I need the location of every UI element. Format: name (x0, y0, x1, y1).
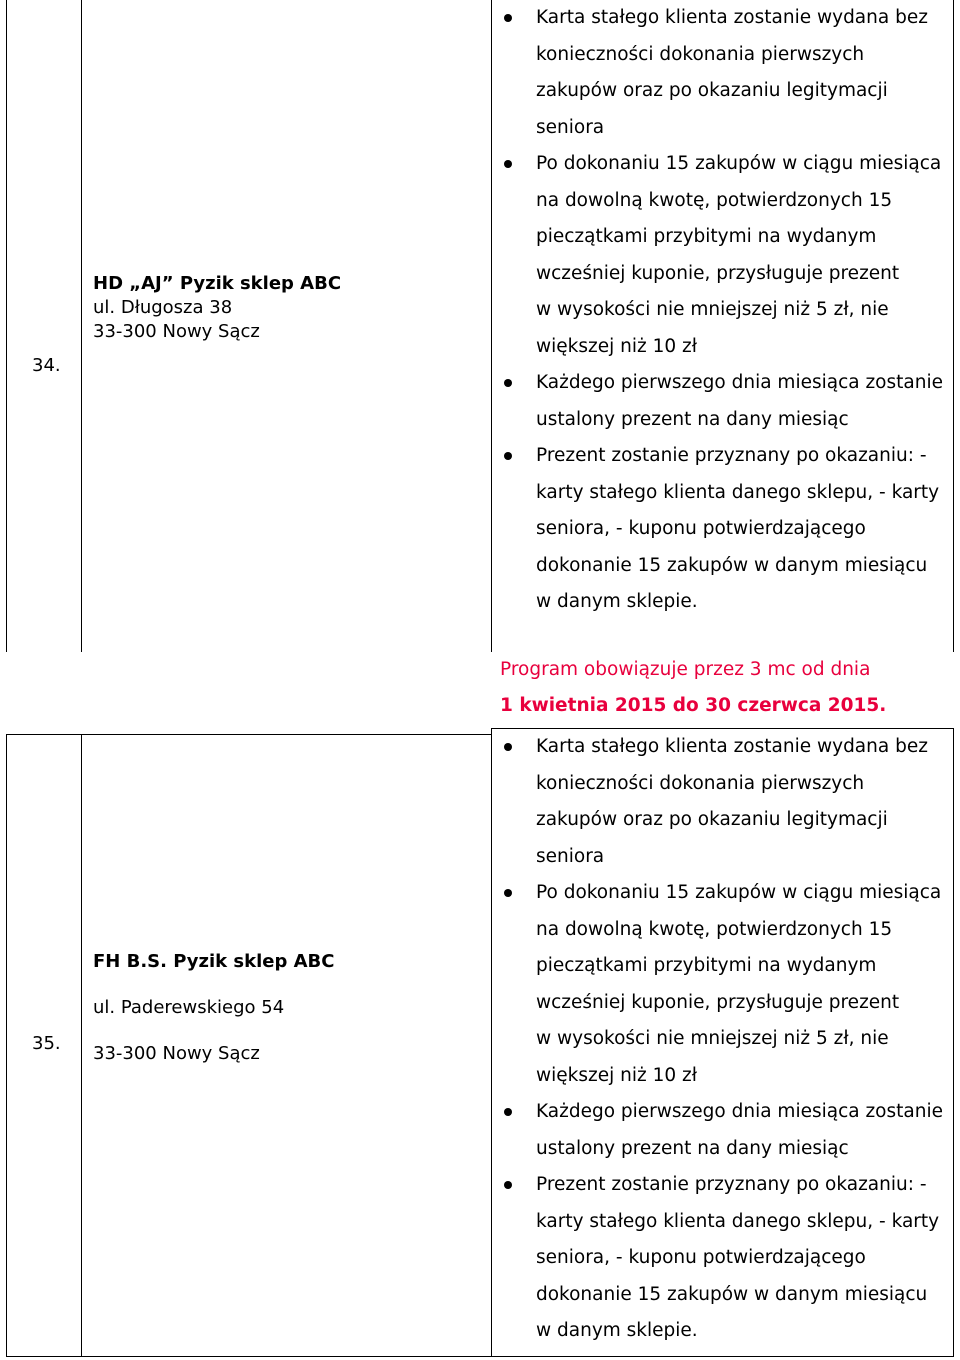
text-line: zakupów oraz po okazaniu legitymacji (536, 80, 888, 101)
list-item (500, 146, 950, 365)
text-line: Po dokonaniu 15 zakupów w ciągu miesiąca (536, 882, 942, 903)
list-item (500, 875, 950, 1094)
list-item (500, 1094, 950, 1167)
list-item (500, 365, 950, 438)
text-line: Karta stałego klienta zostanie wydana bez (536, 7, 928, 28)
table-border (491, 728, 492, 1356)
text-line: pieczątkami przybitymi na wydanym (536, 226, 877, 247)
program-note (500, 652, 886, 724)
text-line: Karta stałego klienta zostanie wydana bez (536, 736, 928, 757)
store-name: HD „AJ” Pyzik sklep ABC (93, 273, 342, 294)
text-line: seniora (536, 845, 605, 867)
text-line: pieczątkami przybitymi na wydanym (536, 955, 877, 976)
text-line: seniora (536, 116, 605, 138)
store-info (93, 950, 334, 1066)
table-border (6, 734, 7, 1356)
table-border (953, 728, 954, 1356)
list-item (500, 438, 950, 621)
text-line: konieczności dokonania pierwszych (536, 772, 865, 794)
table-border (6, 1356, 954, 1357)
store-street: ul. Długosza 38 (93, 297, 233, 318)
text-line: seniora, - kuponu potwierdzającego (536, 518, 866, 539)
text-line: większej niż 10 zł (536, 335, 697, 357)
store-city: 33-300 Nowy Sącz (93, 1043, 260, 1064)
terms-list (500, 0, 950, 621)
text-line: Każdego pierwszego dnia miesiąca zostanie (536, 1101, 943, 1122)
row-number: 35. (32, 1033, 61, 1054)
table-border (953, 0, 954, 652)
text-line: Po dokonaniu 15 zakupów w ciągu miesiąca (536, 153, 942, 174)
list-item (500, 729, 950, 875)
text-line: w wysokości nie mniejszej niż 5 zł, nie (536, 299, 889, 320)
text-line: na dowolną kwotę, potwierdzonych 15 (536, 189, 893, 211)
text-line: wcześniej kuponie, przysługuje prezent (536, 262, 900, 284)
table-border (6, 734, 492, 735)
text-line: Prezent zostanie przyznany po okazaniu: - (536, 445, 927, 466)
text-line: w danym sklepie. (536, 1320, 698, 1341)
text-line: seniora, - kuponu potwierdzającego (536, 1247, 866, 1268)
list-item (500, 1167, 950, 1350)
store-name: FH B.S. Pyzik sklep ABC (93, 951, 335, 972)
store-info (93, 272, 341, 344)
text-line: wcześniej kuponie, przysługuje prezent (536, 991, 900, 1013)
terms-list (500, 729, 950, 1350)
text-line: karty stałego klienta danego sklepu, - karty (536, 1210, 940, 1232)
text-line: dokonanie 15 zakupów w danym miesiącu (536, 554, 928, 576)
text-line: konieczności dokonania pierwszych (536, 43, 865, 65)
text-line: ustalony prezent na dany miesiąc (536, 1137, 849, 1159)
text-line: Prezent zostanie przyznany po okazaniu: - (536, 1174, 927, 1195)
text-line: w wysokości nie mniejszej niż 5 zł, nie (536, 1028, 889, 1049)
table-border (81, 0, 82, 652)
text-line: karty stałego klienta danego sklepu, - karty (536, 481, 940, 503)
table-border (491, 0, 492, 652)
text-line: zakupów oraz po okazaniu legitymacji (536, 809, 888, 830)
text-line: większej niż 10 zł (536, 1064, 697, 1086)
program-line: Program obowiązuje przez 3 mc od dnia (500, 659, 871, 680)
store-street: ul. Paderewskiego 54 (93, 997, 285, 1018)
text-line: dokonanie 15 zakupów w danym miesiącu (536, 1283, 928, 1305)
text-line: w danym sklepie. (536, 591, 698, 612)
table-border (81, 734, 82, 1356)
table-border (6, 0, 7, 652)
program-dates: 1 kwietnia 2015 do 30 czerwca 2015. (500, 695, 887, 716)
row-number: 34. (32, 355, 61, 376)
list-item (500, 0, 950, 146)
text-line: na dowolną kwotę, potwierdzonych 15 (536, 918, 893, 940)
text-line: Każdego pierwszego dnia miesiąca zostanie (536, 372, 943, 393)
text-line: ustalony prezent na dany miesiąc (536, 408, 849, 430)
store-city: 33-300 Nowy Sącz (93, 321, 260, 342)
